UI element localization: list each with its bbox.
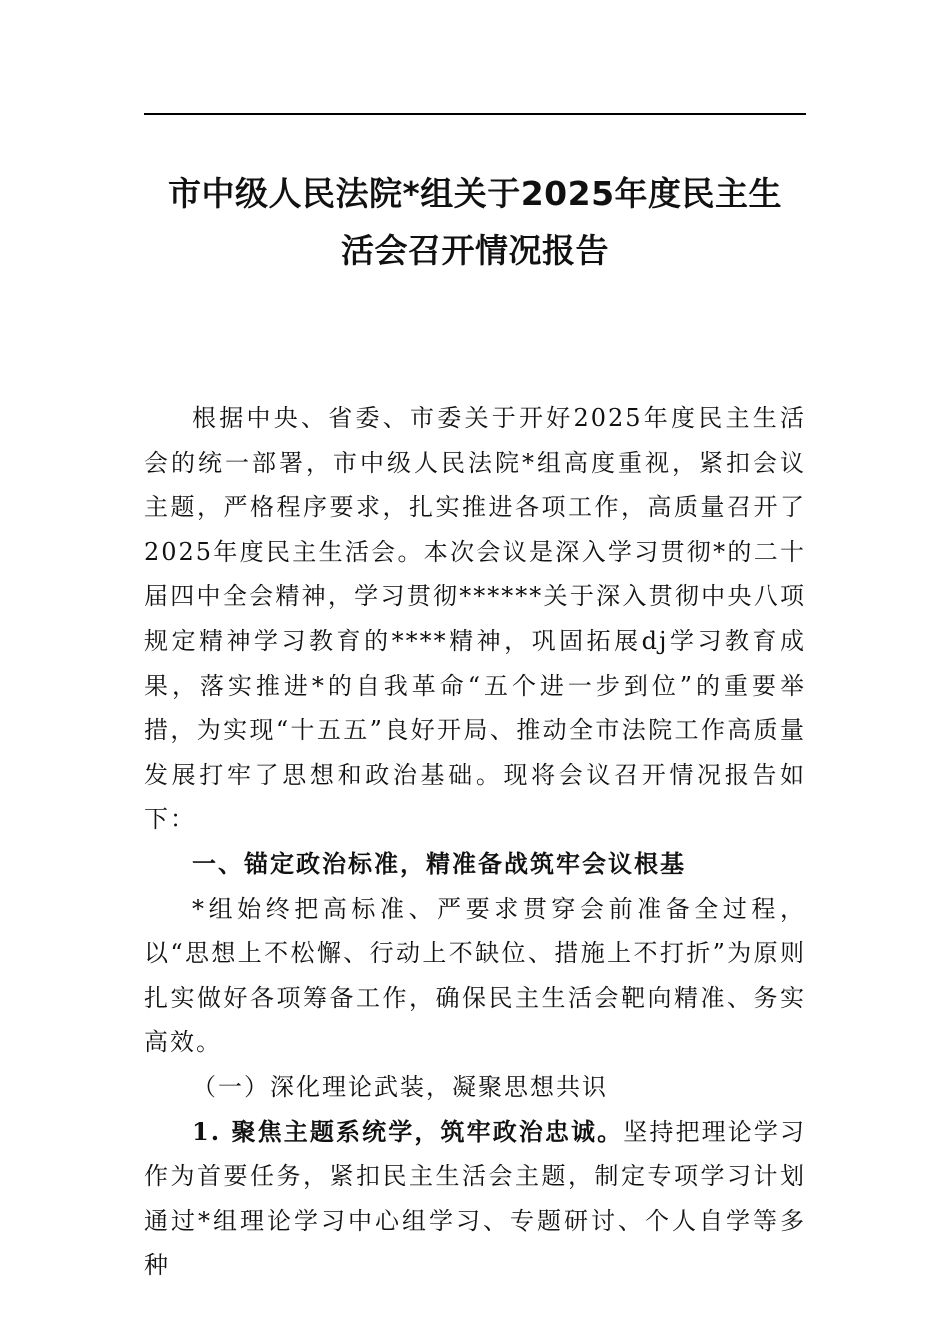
title-line-1: 市中级人民法院*组关于2025年度民主生 <box>167 174 783 213</box>
section-1-paragraph: *组始终把高标准、严要求贯穿会前准备全过程，以“思想上不松懈、行动上不缺位、措施上不打折”为原则扎实做好各项筹备工作，确保民主生活会靶向精准、务实高效。 <box>144 894 806 1057</box>
item-1-lead: 1. 聚焦主题系统学，筑牢政治忠诚。 <box>192 1116 624 1146</box>
item-1-paragraph <box>144 1110 806 1288</box>
subsection-heading-1: （一）深化理论武装，凝聚思想共识 <box>192 1072 608 1101</box>
document-body <box>144 396 806 1288</box>
title-line-2: 活会召开情况报告 <box>341 231 609 270</box>
item-1-text: 坚持把理论学习作为首要任务，紧扣民主生活会主题，制定专项学习计划通过*组理论学习中心组学习、专题研讨、个人自学等多种 <box>144 1117 806 1280</box>
header-rule <box>144 113 806 115</box>
document-title <box>144 165 806 279</box>
section-heading-1: 一、锚定政治标准，精准备战筑牢会议根基 <box>192 849 686 878</box>
intro-paragraph: 根据中央、省委、市委关于开好2025年度民主生活会的统一部署，市中级人民法院*组高度重视，紧扣会议主题，严格程序要求，扎实推进各项工作，高质量召开了2025年度民主生活会。本次会议是深入学习贯彻*的二十届四中全会精神，学习贯彻******关于深入贯彻中央八项规定精神学习教育的****精神，巩固拓展dj学习教育成果，落实推进*的自我革命“五个进一步到位”的重要举措，为实现“十五五”良好开局、推动全市法院工作高质量发展打牢了思想和政治基础。现将会议召开情况报告如下： <box>144 404 806 834</box>
